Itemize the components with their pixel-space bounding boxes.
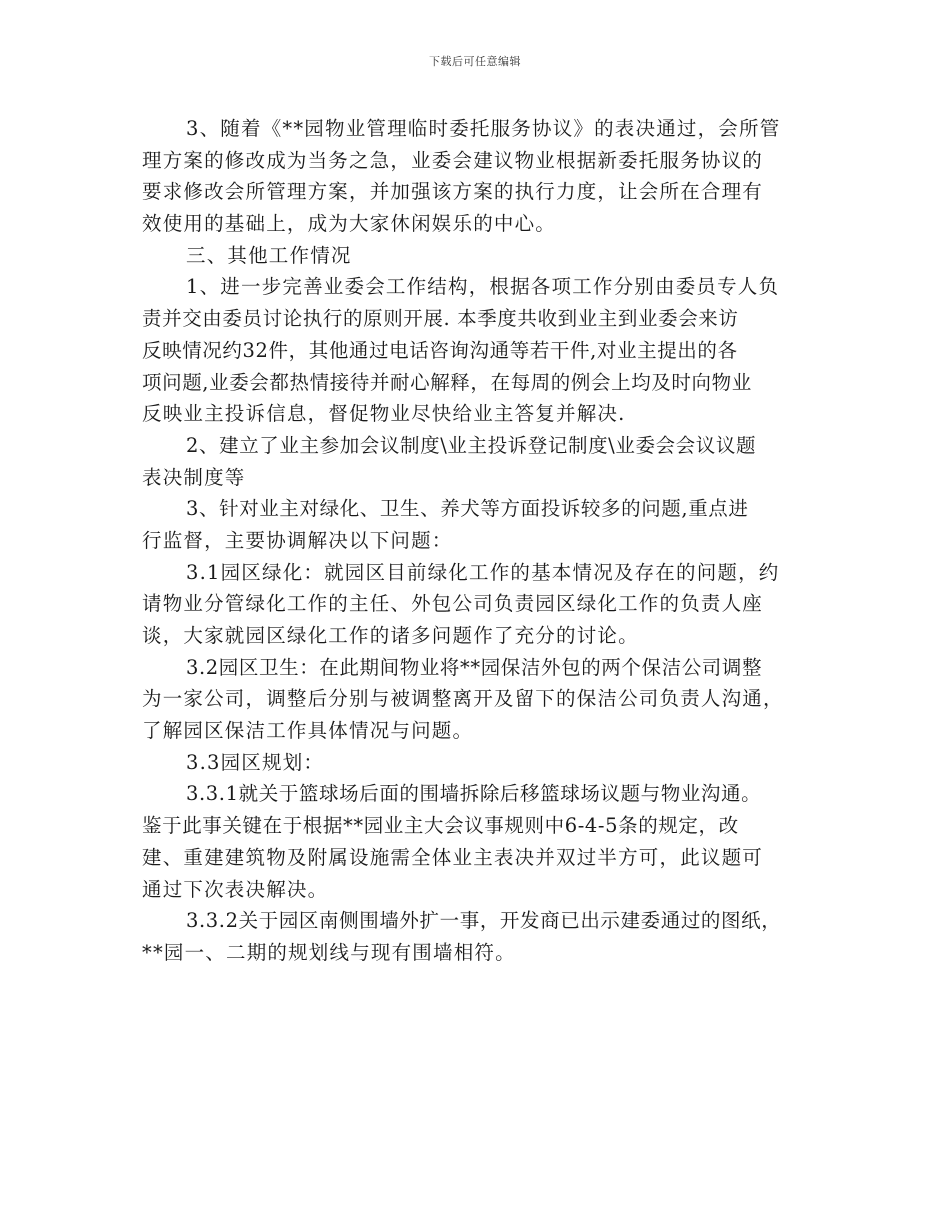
text-line: 请物业分管绿化工作的主任、外包公司负责园区绿化工作的负责人座 [142,592,764,616]
text-line: 为一家公司，调整后分别与被调整离开及留下的保洁公司负责人沟通， [142,687,784,711]
text-line: 3、随着《**园物业管理临时委托服务协议》的表决通过，会所管 [186,117,781,140]
text-line: **园一、二期的规划线与现有围墙相符。 [142,940,516,964]
text-line: 3.3园区规划： [186,750,325,774]
text-line: 建、重建建筑物及附属设施需全体业主表决并双过半方可，此议题可 [142,845,764,869]
text-line: 要求修改会所管理方案，并加强该方案的执行力度，让会所在合理有 [142,180,764,204]
text-line: 责并交由委员讨论执行的原则开展. 本季度共收到业主到业委会来访 [142,307,739,331]
section-heading: 三、其他工作情况 [186,243,352,267]
text-line: 3.1园区绿化：就园区目前绿化工作的基本情况及存在的问题，约 [186,560,780,584]
text-line: 项问题,业委会都热情接待并耐心解释，在每周的例会上均及时向物业 [142,370,752,394]
text-line: 反映情况约32件，其他通过电话咨询沟通等若干件,对业主提出的各 [142,338,738,362]
text-line: 3.2园区卫生：在此期间物业将**园保洁外包的两个保洁公司调整 [186,655,763,679]
document-body [142,113,832,969]
text-line: 行监督，主要协调解决以下问题： [142,528,453,552]
text-line: 3.3.2关于园区南侧围墙外扩一事，开发商已出示建委通过的图纸， [186,909,782,933]
text-line: 1、进一步完善业委会工作结构，根据各项工作分别由委员专人负 [186,275,780,299]
text-line: 了解园区保洁工作具体情况与问题。 [142,719,474,743]
text-line: 反映业主投诉信息，督促物业尽快给业主答复并解决. [142,402,626,426]
text-line: 3.3.1就关于篮球场后面的围墙拆除后移篮球场议题与物业沟通。 [186,782,762,806]
text-line: 表决制度等 [142,465,246,489]
text-line: 谈，大家就园区绿化工作的诸多问题作了充分的讨论。 [142,624,639,647]
text-line: 鉴于此事关键在于根据**园业主大会议事规则中6-4-5条的规定，改 [142,814,739,838]
text-line: 理方案的修改成为当务之急，业委会建议物业根据新委托服务协议的 [142,148,764,172]
text-line: 效使用的基础上，成为大家休闲娱乐的中心。 [142,212,557,236]
text-line: 通过下次表决解决。 [142,877,329,901]
text-line: 2、建立了业主参加会议制度\业主投诉登记制度\业委会会议议题 [186,433,757,457]
text-line: 3、针对业主对绿化、卫生、养犬等方面投诉较多的问题,重点进 [186,497,749,521]
page-header: 下载后可任意编辑 [429,55,521,68]
